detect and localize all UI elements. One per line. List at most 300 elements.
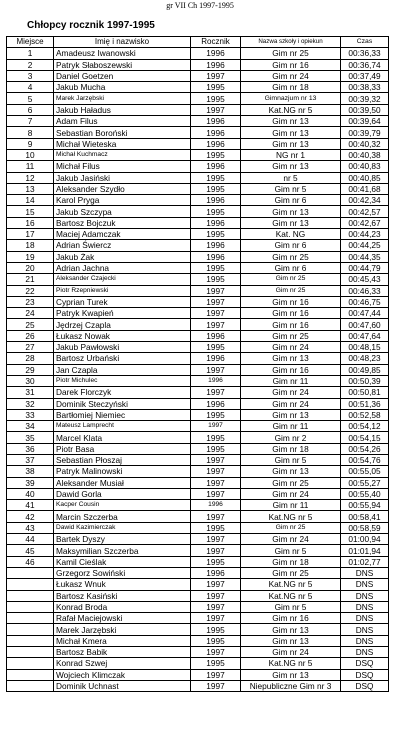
table-row xyxy=(7,48,389,59)
year-cell: 1996 xyxy=(191,116,241,127)
name-cell: Maksymilian Szczerba xyxy=(54,545,191,556)
time-cell: 00:49,85 xyxy=(341,364,389,375)
table-row xyxy=(7,364,389,375)
time-cell: 00:52,58 xyxy=(341,409,389,420)
school-cell: Gim nr 25 xyxy=(241,48,341,59)
table-row xyxy=(7,217,389,228)
place-cell: 36 xyxy=(7,443,54,454)
table-row xyxy=(7,149,389,160)
name-cell: Mateusz Lamprecht xyxy=(54,421,191,432)
school-cell: Gim nr 16 xyxy=(241,296,341,307)
place-cell: 46 xyxy=(7,556,54,567)
name-cell: Patryk Kwapień xyxy=(54,308,191,319)
place-cell: 44 xyxy=(7,534,54,545)
year-cell: 1997 xyxy=(191,466,241,477)
name-cell: Jakub Jasiński xyxy=(54,172,191,183)
place-cell: 1 xyxy=(7,48,54,59)
table-row xyxy=(7,285,389,296)
column-header-time: Czas xyxy=(341,37,389,48)
name-cell: Aleksander Szydło xyxy=(54,183,191,194)
school-cell: Gimnazjum nr 13 xyxy=(241,93,341,104)
school-cell: Gim nr 18 xyxy=(241,556,341,567)
place-cell: 21 xyxy=(7,274,54,285)
name-cell: Karol Pryga xyxy=(54,195,191,206)
school-cell: Gim nr 25 xyxy=(241,522,341,533)
year-cell: 1996 xyxy=(191,330,241,341)
time-cell: DNS xyxy=(341,579,389,590)
school-cell: Gim nr 11 xyxy=(241,375,341,386)
name-cell: Łukasz Nowak xyxy=(54,330,191,341)
time-cell: 00:37,49 xyxy=(341,70,389,81)
place-cell xyxy=(7,601,54,612)
year-cell: 1996 xyxy=(191,127,241,138)
table-row xyxy=(7,522,389,533)
name-cell: Łukasz Wnuk xyxy=(54,579,191,590)
table-row xyxy=(7,375,389,386)
time-cell: DNS xyxy=(341,613,389,624)
table-row xyxy=(7,624,389,635)
name-cell: Bartek Dyszy xyxy=(54,534,191,545)
table-row xyxy=(7,477,389,488)
time-cell: DNS xyxy=(341,601,389,612)
year-cell: 1997 xyxy=(191,647,241,658)
name-cell: Darek Florczyk xyxy=(54,387,191,398)
name-cell: Jakub Haładus xyxy=(54,104,191,115)
place-cell: 33 xyxy=(7,409,54,420)
school-cell: Gim nr 25 xyxy=(241,251,341,262)
year-cell: 1995 xyxy=(191,172,241,183)
table-row xyxy=(7,669,389,680)
school-cell: Gim nr 25 xyxy=(241,330,341,341)
name-cell: Marcin Szczerba xyxy=(54,511,191,522)
year-cell: 1997 xyxy=(191,319,241,330)
place-cell: 27 xyxy=(7,342,54,353)
name-cell: Patryk Malinowski xyxy=(54,466,191,477)
table-row xyxy=(7,308,389,319)
table-row xyxy=(7,466,389,477)
place-cell: 5 xyxy=(7,93,54,104)
school-cell: Kat.NG nr 5 xyxy=(241,579,341,590)
table-row xyxy=(7,432,389,443)
name-cell: Marek Jarzębski xyxy=(54,93,191,104)
place-cell: 4 xyxy=(7,82,54,93)
year-cell: 1995 xyxy=(191,522,241,533)
school-cell: Gim nr 13 xyxy=(241,127,341,138)
year-cell: 1996 xyxy=(191,251,241,262)
name-cell: Daniel Goetzen xyxy=(54,70,191,81)
name-cell: Maciej Adamczak xyxy=(54,229,191,240)
name-cell: Rafał Maciejowski xyxy=(54,613,191,624)
place-cell xyxy=(7,624,54,635)
school-cell: Gim nr 5 xyxy=(241,601,341,612)
results-table xyxy=(6,36,389,692)
name-cell: Piotr Rzepniewski xyxy=(54,285,191,296)
time-cell: 00:42,34 xyxy=(341,195,389,206)
name-cell: Sebastian Boroński xyxy=(54,127,191,138)
time-cell: 00:36,33 xyxy=(341,48,389,59)
school-cell: Gim nr 24 xyxy=(241,488,341,499)
name-cell: Marcel Klata xyxy=(54,432,191,443)
school-cell: Gim nr 13 xyxy=(241,409,341,420)
time-cell: 00:47,44 xyxy=(341,308,389,319)
table-row xyxy=(7,601,389,612)
school-cell: Gim nr 11 xyxy=(241,500,341,511)
table-row xyxy=(7,635,389,646)
time-cell: 00:47,60 xyxy=(341,319,389,330)
name-cell: Piotr Michulec xyxy=(54,375,191,386)
year-cell: 1997 xyxy=(191,545,241,556)
school-cell: Kat.NG nr 5 xyxy=(241,511,341,522)
table-row xyxy=(7,488,389,499)
year-cell: 1997 xyxy=(191,579,241,590)
school-cell: Gim nr 25 xyxy=(241,567,341,578)
place-cell: 17 xyxy=(7,229,54,240)
year-cell: 1997 xyxy=(191,70,241,81)
place-cell: 3 xyxy=(7,70,54,81)
name-cell: Piotr Basa xyxy=(54,443,191,454)
name-cell: Michał Kmera xyxy=(54,635,191,646)
table-subtitle: Chłopcy rocznik 1997-1995 xyxy=(27,20,155,31)
time-cell: 00:48,15 xyxy=(341,342,389,353)
place-cell: 24 xyxy=(7,308,54,319)
year-cell: 1995 xyxy=(191,658,241,669)
school-cell: Gim nr 5 xyxy=(241,454,341,465)
column-header-school: Nazwa szkoły i opiekun xyxy=(241,37,341,48)
year-cell: 1996 xyxy=(191,375,241,386)
year-cell: 1996 xyxy=(191,353,241,364)
year-cell: 1995 xyxy=(191,409,241,420)
name-cell: Jakub Szczypa xyxy=(54,206,191,217)
place-cell: 32 xyxy=(7,398,54,409)
place-cell xyxy=(7,590,54,601)
column-header-place: Miejsce xyxy=(7,37,54,48)
place-cell xyxy=(7,658,54,669)
school-cell: Gim nr 18 xyxy=(241,82,341,93)
name-cell: Amadeusz Iwanowski xyxy=(54,48,191,59)
time-cell: 00:50,39 xyxy=(341,375,389,386)
school-cell: NG nr 1 xyxy=(241,149,341,160)
table-row xyxy=(7,567,389,578)
place-cell: 13 xyxy=(7,183,54,194)
name-cell: Bartosz Urbański xyxy=(54,353,191,364)
school-cell: Gim nr 25 xyxy=(241,274,341,285)
time-cell: 00:44,79 xyxy=(341,262,389,273)
name-cell: Aleksander Czajecki xyxy=(54,274,191,285)
school-cell: Gim nr 6 xyxy=(241,240,341,251)
place-cell: 19 xyxy=(7,251,54,262)
name-cell: Jakub Pawłowski xyxy=(54,342,191,353)
table-row xyxy=(7,274,389,285)
place-cell xyxy=(7,680,54,691)
time-cell: 00:44,23 xyxy=(341,229,389,240)
school-cell: Gim nr 11 xyxy=(241,421,341,432)
place-cell: 20 xyxy=(7,262,54,273)
year-cell: 1996 xyxy=(191,567,241,578)
time-cell: 00:46,75 xyxy=(341,296,389,307)
table-header-row xyxy=(7,37,389,48)
table-row xyxy=(7,59,389,70)
year-cell: 1996 xyxy=(191,217,241,228)
time-cell: 00:42,67 xyxy=(341,217,389,228)
place-cell xyxy=(7,579,54,590)
time-cell: 00:45,43 xyxy=(341,274,389,285)
table-row xyxy=(7,330,389,341)
year-cell: 1996 xyxy=(191,195,241,206)
time-cell: 00:39,32 xyxy=(341,93,389,104)
time-cell: 00:39,64 xyxy=(341,116,389,127)
year-cell: 1996 xyxy=(191,59,241,70)
year-cell: 1995 xyxy=(191,274,241,285)
place-cell: 11 xyxy=(7,161,54,172)
place-cell: 43 xyxy=(7,522,54,533)
year-cell: 1996 xyxy=(191,500,241,511)
table-row xyxy=(7,172,389,183)
page-header: gr VII Ch 1997-1995 xyxy=(166,1,234,10)
place-cell: 18 xyxy=(7,240,54,251)
name-cell: Bartosz Kasiński xyxy=(54,590,191,601)
time-cell: 00:54,76 xyxy=(341,454,389,465)
school-cell: Gim nr 6 xyxy=(241,262,341,273)
time-cell: 00:40,85 xyxy=(341,172,389,183)
time-cell: DSQ xyxy=(341,680,389,691)
name-cell: Wojciech Klimczak xyxy=(54,669,191,680)
place-cell: 41 xyxy=(7,500,54,511)
column-header-name: Imię i nazwisko xyxy=(54,37,191,48)
place-cell: 29 xyxy=(7,364,54,375)
table-row xyxy=(7,534,389,545)
school-cell: Gim nr 24 xyxy=(241,398,341,409)
year-cell: 1995 xyxy=(191,432,241,443)
time-cell: 00:50,81 xyxy=(341,387,389,398)
school-cell: Gim nr 13 xyxy=(241,353,341,364)
school-cell: Gim nr 13 xyxy=(241,466,341,477)
place-cell xyxy=(7,613,54,624)
time-cell: 00:40,83 xyxy=(341,161,389,172)
table-row xyxy=(7,240,389,251)
place-cell xyxy=(7,669,54,680)
school-cell: nr 5 xyxy=(241,172,341,183)
year-cell: 1996 xyxy=(191,240,241,251)
year-cell: 1995 xyxy=(191,635,241,646)
table-row xyxy=(7,104,389,115)
time-cell: 00:38,33 xyxy=(341,82,389,93)
school-cell: Gim nr 18 xyxy=(241,443,341,454)
year-cell: 1997 xyxy=(191,488,241,499)
year-cell: 1997 xyxy=(191,680,241,691)
name-cell: Adam Filus xyxy=(54,116,191,127)
table-row xyxy=(7,454,389,465)
year-cell: 1995 xyxy=(191,93,241,104)
school-cell: Gim nr 24 xyxy=(241,387,341,398)
time-cell: DNS xyxy=(341,624,389,635)
place-cell: 40 xyxy=(7,488,54,499)
place-cell: 39 xyxy=(7,477,54,488)
place-cell: 23 xyxy=(7,296,54,307)
table-row xyxy=(7,409,389,420)
school-cell: Gim nr 13 xyxy=(241,669,341,680)
table-row xyxy=(7,680,389,691)
place-cell: 15 xyxy=(7,206,54,217)
time-cell: 00:55,94 xyxy=(341,500,389,511)
school-cell: Gim nr 24 xyxy=(241,70,341,81)
time-cell: 00:51,36 xyxy=(341,398,389,409)
table-row xyxy=(7,195,389,206)
place-cell: 34 xyxy=(7,421,54,432)
name-cell: Michał Kuchmacz xyxy=(54,149,191,160)
name-cell: Bartłomiej Niemiec xyxy=(54,409,191,420)
time-cell: 00:58,41 xyxy=(341,511,389,522)
time-cell: 00:54,12 xyxy=(341,421,389,432)
name-cell: Dominik Steczyński xyxy=(54,398,191,409)
time-cell: 00:39,79 xyxy=(341,127,389,138)
place-cell: 10 xyxy=(7,149,54,160)
time-cell: DNS xyxy=(341,647,389,658)
school-cell: Gim nr 13 xyxy=(241,217,341,228)
table-row xyxy=(7,545,389,556)
year-cell: 1995 xyxy=(191,149,241,160)
school-cell: Gim nr 13 xyxy=(241,624,341,635)
name-cell: Bartosz Bojczuk xyxy=(54,217,191,228)
time-cell: 01:02,77 xyxy=(341,556,389,567)
time-cell: 00:46,33 xyxy=(341,285,389,296)
place-cell: 28 xyxy=(7,353,54,364)
school-cell: Kat.NG nr 5 xyxy=(241,658,341,669)
table-row xyxy=(7,579,389,590)
year-cell: 1995 xyxy=(191,229,241,240)
table-row xyxy=(7,70,389,81)
place-cell: 30 xyxy=(7,375,54,386)
table-row xyxy=(7,319,389,330)
table-row xyxy=(7,206,389,217)
time-cell: 00:48,23 xyxy=(341,353,389,364)
place-cell xyxy=(7,647,54,658)
school-cell: Gim nr 13 xyxy=(241,138,341,149)
name-cell: Jakub Żak xyxy=(54,251,191,262)
school-cell: Gim nr 25 xyxy=(241,477,341,488)
year-cell: 1997 xyxy=(191,511,241,522)
school-cell: Gim nr 24 xyxy=(241,647,341,658)
name-cell: Michał Filus xyxy=(54,161,191,172)
table-row xyxy=(7,421,389,432)
name-cell: Dawid Gorla xyxy=(54,488,191,499)
name-cell: Jędrzej Czapla xyxy=(54,319,191,330)
time-cell: DNS xyxy=(341,567,389,578)
year-cell: 1997 xyxy=(191,601,241,612)
name-cell: Adrian Jachna xyxy=(54,262,191,273)
year-cell: 1995 xyxy=(191,443,241,454)
school-cell: Gim nr 5 xyxy=(241,183,341,194)
name-cell: Sebastian Płoszaj xyxy=(54,454,191,465)
year-cell: 1997 xyxy=(191,590,241,601)
time-cell: DSQ xyxy=(341,669,389,680)
time-cell: 00:41,68 xyxy=(341,183,389,194)
time-cell: DNS xyxy=(341,635,389,646)
table-row xyxy=(7,556,389,567)
name-cell: Adrian Świercz xyxy=(54,240,191,251)
place-cell: 2 xyxy=(7,59,54,70)
year-cell: 1997 xyxy=(191,454,241,465)
table-row xyxy=(7,93,389,104)
name-cell: Konrad Szwej xyxy=(54,658,191,669)
school-cell: Gim nr 5 xyxy=(241,545,341,556)
place-cell: 16 xyxy=(7,217,54,228)
table-row xyxy=(7,183,389,194)
school-cell: Gim nr 16 xyxy=(241,319,341,330)
table-row xyxy=(7,229,389,240)
time-cell: 00:44,25 xyxy=(341,240,389,251)
school-cell: Gim nr 16 xyxy=(241,613,341,624)
time-cell: 00:55,27 xyxy=(341,477,389,488)
results-body xyxy=(7,48,389,692)
table-row xyxy=(7,443,389,454)
year-cell: 1996 xyxy=(191,48,241,59)
name-cell: Patryk Słaboszewski xyxy=(54,59,191,70)
year-cell: 1997 xyxy=(191,104,241,115)
year-cell: 1996 xyxy=(191,161,241,172)
table-row xyxy=(7,296,389,307)
name-cell: Michał Wieteska xyxy=(54,138,191,149)
time-cell: 00:40,32 xyxy=(341,138,389,149)
school-cell: Gim nr 13 xyxy=(241,116,341,127)
place-cell xyxy=(7,567,54,578)
time-cell: 00:54,26 xyxy=(341,443,389,454)
time-cell: 01:01,94 xyxy=(341,545,389,556)
place-cell: 37 xyxy=(7,454,54,465)
table-row xyxy=(7,138,389,149)
year-cell: 1995 xyxy=(191,556,241,567)
place-cell: 45 xyxy=(7,545,54,556)
year-cell: 1995 xyxy=(191,206,241,217)
table-row xyxy=(7,647,389,658)
name-cell: Jan Czapla xyxy=(54,364,191,375)
name-cell: Jakub Mucha xyxy=(54,82,191,93)
school-cell: Gim nr 13 xyxy=(241,161,341,172)
year-cell: 1997 xyxy=(191,477,241,488)
time-cell: DNS xyxy=(341,590,389,601)
time-cell: 00:54,15 xyxy=(341,432,389,443)
year-cell: 1997 xyxy=(191,669,241,680)
school-cell: Kat.NG nr 5 xyxy=(241,104,341,115)
time-cell: 00:42,57 xyxy=(341,206,389,217)
name-cell: Dominik Uchnast xyxy=(54,680,191,691)
name-cell: Cyprian Turek xyxy=(54,296,191,307)
table-row xyxy=(7,613,389,624)
time-cell: 00:44,35 xyxy=(341,251,389,262)
year-cell: 1996 xyxy=(191,138,241,149)
year-cell: 1997 xyxy=(191,387,241,398)
year-cell: 1995 xyxy=(191,183,241,194)
table-row xyxy=(7,387,389,398)
year-cell: 1997 xyxy=(191,364,241,375)
time-cell: 00:55,40 xyxy=(341,488,389,499)
school-cell: Kat. NG xyxy=(241,229,341,240)
year-cell: 1995 xyxy=(191,82,241,93)
school-cell: Gim nr 25 xyxy=(241,285,341,296)
time-cell: 00:36,74 xyxy=(341,59,389,70)
school-cell: Kat.NG nr 5 xyxy=(241,590,341,601)
table-row xyxy=(7,82,389,93)
table-row xyxy=(7,262,389,273)
column-header-year: Rocznik xyxy=(191,37,241,48)
name-cell: Bartosz Babik xyxy=(54,647,191,658)
time-cell: DSQ xyxy=(341,658,389,669)
time-cell: 00:39,50 xyxy=(341,104,389,115)
name-cell: Grzegorz Sowiński xyxy=(54,567,191,578)
school-cell: Gim nr 24 xyxy=(241,342,341,353)
place-cell: 12 xyxy=(7,172,54,183)
place-cell: 25 xyxy=(7,319,54,330)
school-cell: Gim nr 13 xyxy=(241,635,341,646)
